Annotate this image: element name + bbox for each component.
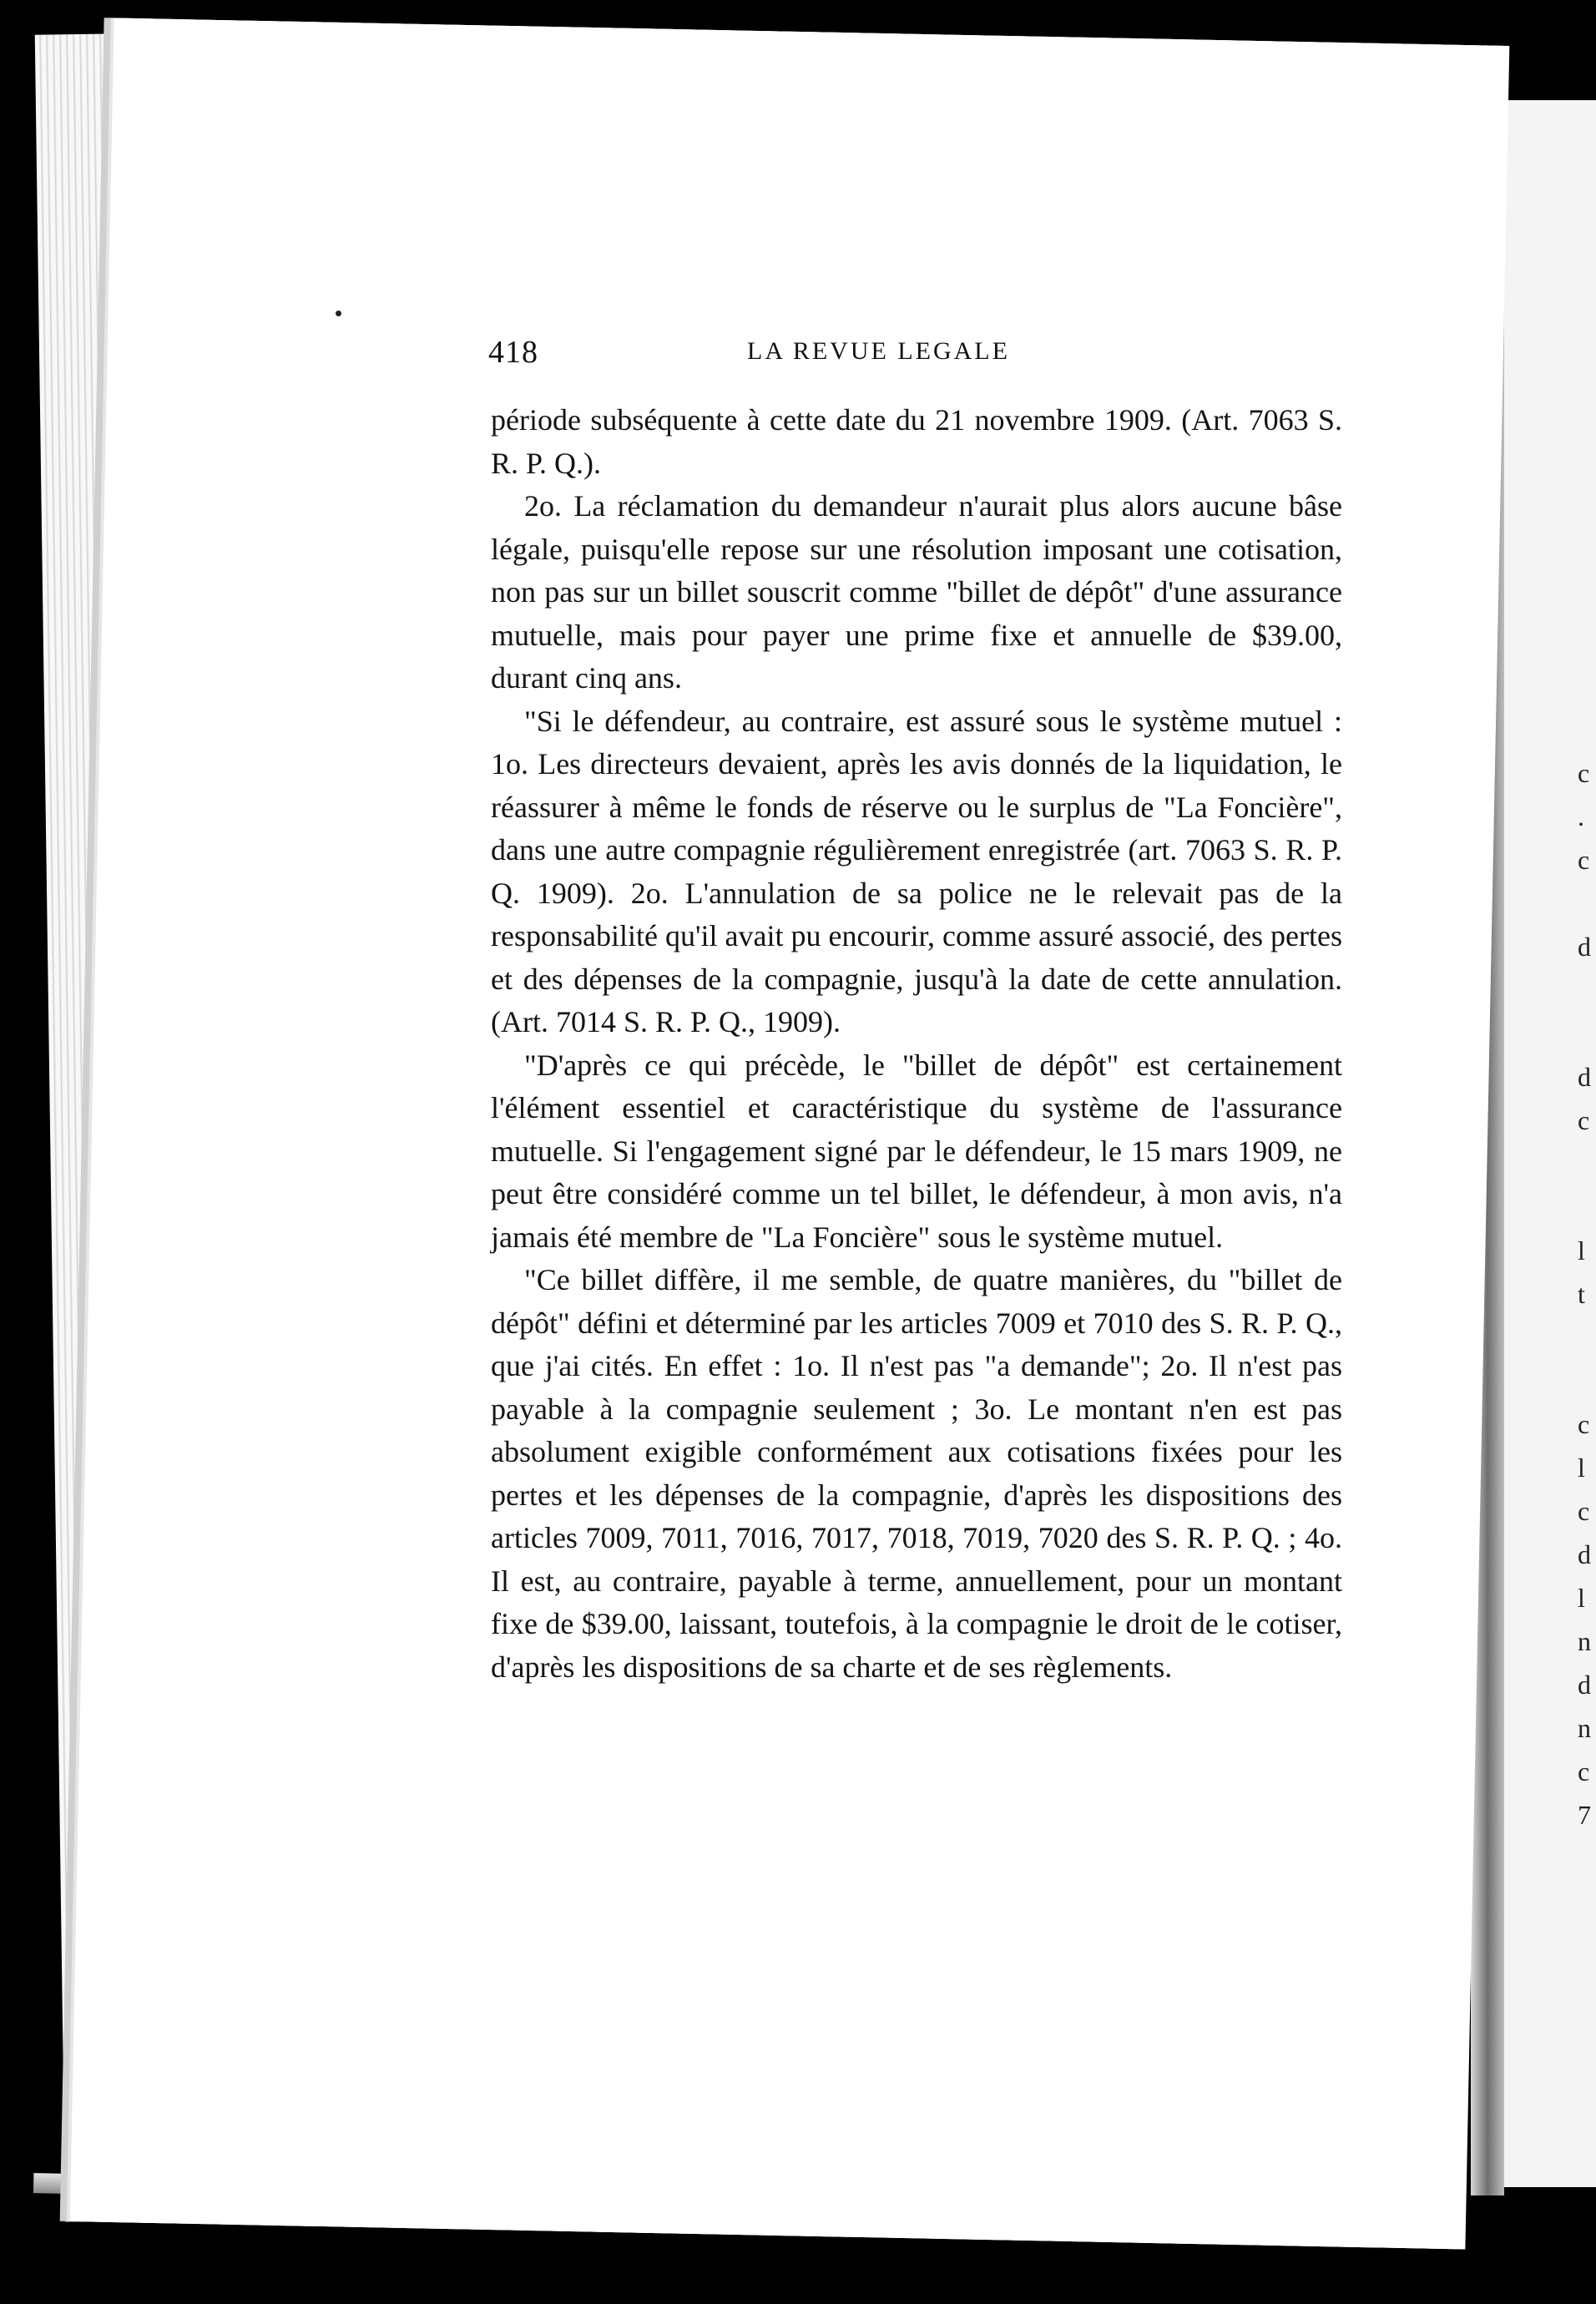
paragraph: 2o. La réclamation du demandeur n'aurait plus alors aucune bâse légale, puisqu'elle repose sur une résolution imposant une cotisation, non pas sur un billet souscrit comme "billet de dépôt" d'une assurance mutuelle, mais pour payer une prime fixe et annuelle de $39.00, durant cinq ans. xyxy=(491,489,1342,695)
paragraph: "Si le défendeur, au contraire, est assuré sous le système mutuel : 1o. Les directeurs devaient, après les avis donnés de la liquidation, le réassurer à même le fonds de réserve ou le surplus de "La Foncière", dans une autre compagnie régulièrement enregistrée (art. 7063 S. R. P. Q. 1909). 2o. L'annulation de sa police ne le relevait pas de la responsabilité qu'il avait pu encourir, comme assuré associé, des pertes et des dépenses de la compagnie, jusqu'à la date de cette annulation. (Art. 7014 S. R. P. Q., 1909). xyxy=(491,704,1342,1038)
paragraph-continuation: période subséquente à cette date du 21 novembre 1909. (Art. 7063 S. R. P. Q.). xyxy=(491,403,1342,480)
paragraph: "Ce billet diffère, il me semble, de quatre manières, du "billet de dépôt" défini et déterminé par les articles 7009 et 7010 des S. R. P. Q., que j'ai cités. En effet : 1o. Il n'est pas "a demande"; 2o. Il n'est pas payable à la compagnie seulement ; 3o. Le montant n'en est pas absolument exigible conformément aux cotisations fixées pour les pertes et les dépenses de la compagnie, d'après les dispositions des articles 7009, 7011, 7016, 7017, 7018, 7019, 7020 des S. R. P. Q. ; 4o. Il est, au contraire, payable à terme, annuellement, pour un montant fixe de $39.00, laissant, toutefois, à la compagnie le droit de le cotiser, d'après les dispositions de sa charte et de ses règlements. xyxy=(491,1263,1342,1684)
stray-ink-dot xyxy=(336,311,341,316)
facing-page-text-fragment: c . c d d c l t c l c d l n d n c 7 xyxy=(1578,758,1591,1830)
running-head: LA REVUE LEGALE xyxy=(747,337,1010,365)
body-text xyxy=(491,399,1342,1689)
paragraph: "D'après ce qui précède, le "billet de dépôt" est certainement l'élément essentiel et caractéristique du système de l'assurance mutuelle. Si l'engagement signé par le défendeur, le 15 mars 1909, ne peut être considéré comme un tel billet, le défendeur, à mon avis, n'a jamais été membre de "La Foncière" sous le système mutuel. xyxy=(491,1048,1342,1254)
page-header xyxy=(488,334,1323,384)
page-number: 418 xyxy=(488,335,538,370)
